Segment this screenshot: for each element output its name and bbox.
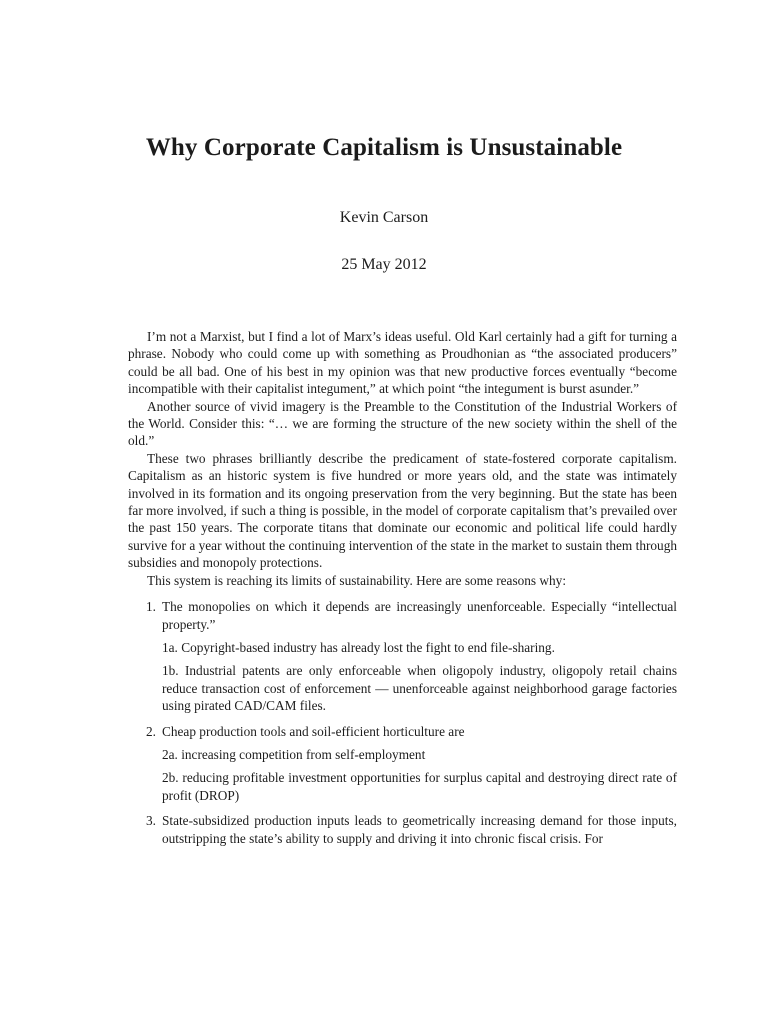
paragraph: These two phrases brilliantly describe the predicament of state-fostered corporate capitalism. Capitalism as an historic system is five hundred or more years old, and the state was intimately involved in its formation and its ongoing preservation from the very beginning. But the state has been far more involved, if such a thing is possible, in the model of corporate capitalism that’s prevailed over the past 150 years. The corporate titans that dominate our economic and political life could hardly survive for a year without the continuing intervention of the state in the market to sustain them through subsidies and monopoly protections. — [128, 450, 677, 571]
list-item-text: State-subsidized production inputs leads to geometrically increasing demand for those inputs, outstripping the state’s ability to supply and driving it into chronic fiscal crisis. For — [162, 813, 677, 846]
document-author: Kevin Carson — [339, 209, 429, 226]
document-body — [128, 328, 677, 855]
sub-item: 2b. reducing profitable investment opportunities for surplus capital and destroying direct rate of profit (DROP) — [162, 770, 677, 803]
list-item-text: The monopolies on which it depends are increasingly unenforceable. Especially “intellectual property.” — [162, 599, 677, 632]
list-item-number: 1. — [146, 599, 156, 615]
list-item — [128, 812, 677, 847]
document-date: 25 May 2012 — [341, 256, 427, 273]
list-item-number: 2. — [146, 723, 156, 739]
sub-item: 2a. increasing competition from self-employment — [162, 746, 426, 762]
document-title: Why Corporate Capitalism is Unsustainable — [145, 134, 623, 161]
sub-item: 1a. Copyright-based industry has already lost the fight to end file-sharing. — [162, 639, 555, 655]
list-item — [128, 723, 677, 805]
list-item-text: Cheap production tools and soil-efficient horticulture are — [162, 723, 465, 739]
reasons-list — [128, 598, 677, 847]
list-item-number: 3. — [146, 813, 156, 829]
paragraph: I’m not a Marxist, but I find a lot of Marx’s ideas useful. Old Karl certainly had a gift for turning a phrase. Nobody who could come up with something as Proudhonian as “the associated producers” could be all bad. One of his best in my opinion was that new productive forces eventually “become incompatible with their capitalist integument,” at which point “the integument is burst asunder.” — [128, 329, 677, 397]
sub-item: 1b. Industrial patents are only enforceable when oligopoly industry, oligopoly retail chains reduce transaction cost of enforcement — unenforceable against neighborhood garage factories using pirated CAD/CAM files. — [162, 663, 677, 714]
paragraph: This system is reaching its limits of sustainability. Here are some reasons why: — [147, 572, 567, 588]
list-item — [128, 598, 677, 714]
paragraph: Another source of vivid imagery is the Preamble to the Constitution of the Industrial Workers of the World. Consider this: “… we are forming the structure of the new society within the shell of the old.” — [128, 398, 677, 449]
